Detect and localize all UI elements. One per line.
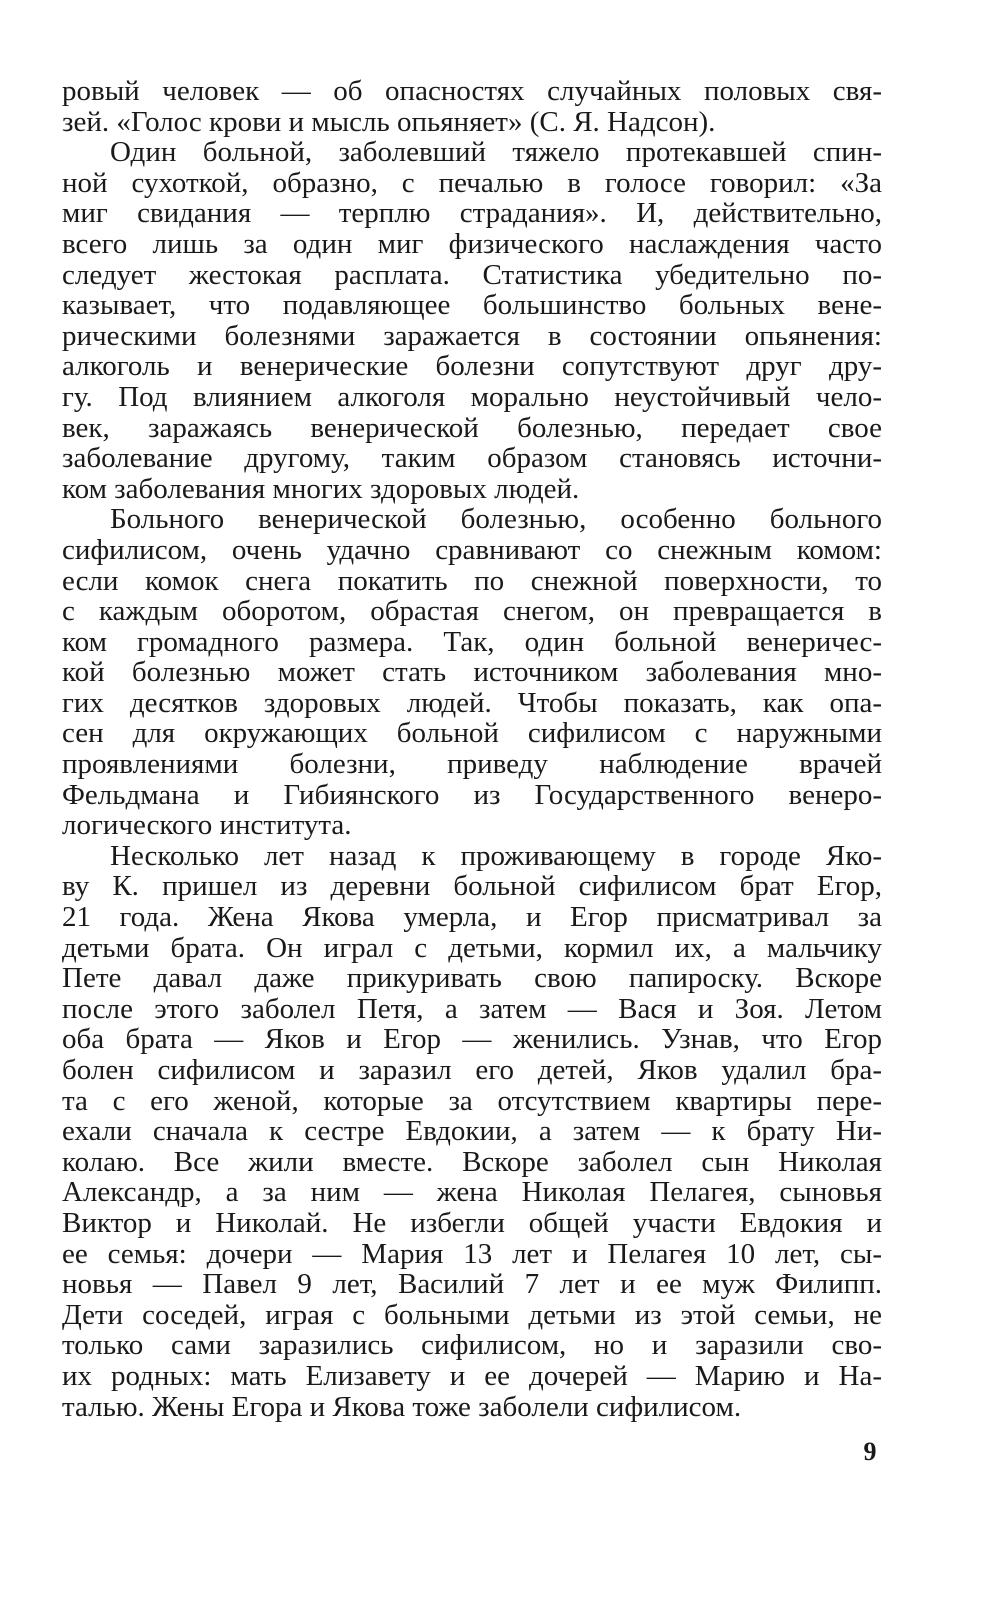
text-line: их родных: мать Елизавету и ее дочерей — Марию и На-	[62, 1359, 882, 1392]
text-line: ровый человек — об опасностях случайных половых свя-	[62, 75, 882, 107]
text-line: сен для окружающих больной сифилисом с наружными	[62, 717, 882, 750]
text-line: заболевание другому, таким образом становясь источни-	[62, 442, 882, 475]
text-line: алкоголь и венерические болезни сопутствуют друг дру-	[62, 350, 882, 383]
text-line: Пете давал даже прикуривать свою папироску. Вскоре	[62, 962, 882, 995]
text-line: с каждым оборотом, обрастая снегом, он превращается в	[62, 595, 882, 628]
body-text	[62, 76, 882, 1422]
paragraph	[62, 137, 882, 504]
text-line: кой болезнью может стать источником заболевания мно-	[62, 656, 882, 689]
paragraph	[62, 841, 882, 1422]
text-line: оба брата — Яков и Егор — женились. Узнав, что Егор	[62, 1023, 882, 1056]
text-line: ком громадного размера. Так, один больной венеричес-	[62, 625, 882, 658]
text-line: Дети соседей, играя с больными детьми из этой семьи, не	[62, 1298, 882, 1331]
text-line: ехали сначала к сестре Евдокии, а затем — к брату Ни-	[62, 1115, 882, 1148]
text-line: ной сухоткой, образно, с печалью в голосе говорил: «За	[62, 166, 882, 199]
text-line: та с его женой, которые за отсутствием квартиры пере-	[62, 1084, 882, 1117]
text-line: 21 года. Жена Якова умерла, и Егор присматривал за	[62, 901, 882, 934]
text-line: ву К. пришел из деревни больной сифилисом брат Егор,	[62, 870, 882, 903]
text-line: колаю. Все жили вместе. Вскоре заболел сын Николая	[62, 1145, 882, 1178]
text-line: детьми брата. Он играл с детьми, кормил их, а мальчику	[62, 931, 882, 964]
text-line: Один больной, заболевший тяжело протекавшей спин-	[110, 136, 882, 169]
page-number: 9	[863, 1437, 877, 1466]
text-line: миг свидания — терплю страдания». И, действительно,	[62, 197, 882, 230]
text-line: Виктор и Николай. Не избегли общей участи Евдокия и	[62, 1206, 882, 1239]
text-line: болен сифилисом и заразил его детей, Яков удалил бра-	[62, 1054, 882, 1086]
text-line: талью. Жены Егора и Якова тоже заболели сифилисом.	[62, 1390, 742, 1423]
text-line: Александр, а за ним — жена Николая Пелагея, сыновья	[62, 1176, 882, 1209]
text-line: проявлениями болезни, приведу наблюдение врачей	[62, 748, 882, 781]
text-line: сифилисом, очень удачно сравнивают со снежным комом:	[62, 533, 882, 566]
text-line: зей. «Голос крови и мысль опьяняет» (С. Я. Надсон).	[62, 105, 716, 138]
text-line: новья — Павел 9 лет, Василий 7 лет и ее муж Филипп.	[62, 1268, 882, 1301]
text-line: Фельдмана и Гибиянского из Государственного венеро-	[62, 778, 882, 811]
text-line: гих десятков здоровых людей. Чтобы показать, как опа-	[62, 686, 882, 719]
text-line: всего лишь за один миг физического наслаждения часто	[62, 227, 882, 260]
paragraph	[62, 504, 882, 841]
text-line: если комок снега покатить по снежной поверхности, то	[62, 564, 882, 597]
text-line: рическими болезнями заражается в состоянии опьянения:	[62, 319, 882, 352]
text-line: век, заражаясь венерической болезнью, передает свое	[62, 411, 882, 444]
text-line: следует жестокая расплата. Статистика убедительно по-	[62, 258, 882, 291]
text-line: гу. Под влиянием алкоголя морально неустойчивый чело-	[62, 380, 882, 413]
text-line: после этого заболел Петя, а затем — Вася и Зоя. Летом	[62, 992, 882, 1025]
text-line: казывает, что подавляющее большинство больных вене-	[62, 289, 882, 322]
text-line: Больного венерической болезнью, особенно больного	[110, 503, 882, 536]
text-line: ее семья: дочери — Мария 13 лет и Пелагея 10 лет, сы-	[62, 1237, 882, 1270]
paragraph	[62, 76, 882, 137]
text-line: только сами заразились сифилисом, но и заразили сво-	[62, 1329, 882, 1362]
text-line: Несколько лет назад к проживающему в городе Яко-	[110, 839, 882, 872]
text-line: ком заболевания многих здоровых людей.	[62, 472, 580, 505]
text-line: логического института.	[62, 809, 352, 842]
